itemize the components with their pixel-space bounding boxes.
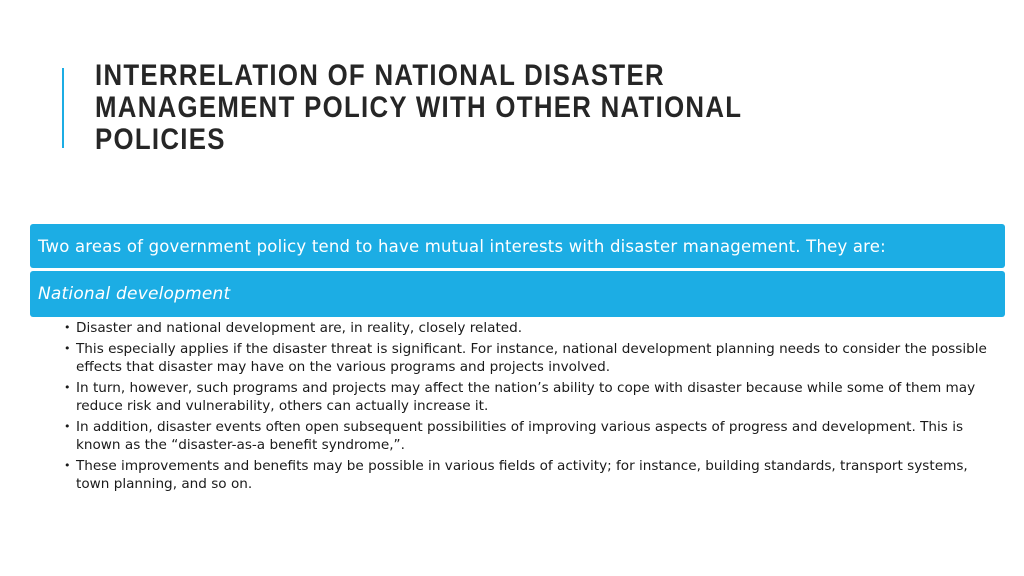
slide-title-line-1: INTERRELATION OF NATIONAL DISASTER — [95, 59, 665, 92]
bullet-text: In addition, disaster events often open subsequent possibilities of improving various aspects of progress and development. This is known as the “disaster-as-a benefit syndrome,”. — [76, 419, 964, 453]
bullet-item — [62, 457, 997, 493]
bullet-text: In turn, however, such programs and projects may affect the nation’s ability to cope with disaster because while some of them may reduce risk and vulnerability, others can actually increase it. — [76, 380, 976, 414]
bullet-dot: • — [64, 420, 71, 433]
bullet-dot: • — [64, 342, 71, 355]
bullet-text: Disaster and national development are, in reality, closely related. — [76, 320, 523, 336]
slide-title — [95, 60, 749, 156]
bullet-dot: • — [64, 459, 71, 472]
bullet-item — [62, 418, 997, 454]
bullet-dot: • — [64, 381, 71, 394]
title-accent-bar — [62, 68, 64, 148]
bullet-text: These improvements and benefits may be possible in various fields of activity; for instance, building standards, transport systems, town planning, and so on. — [76, 458, 968, 492]
bullet-list — [62, 319, 997, 496]
slide-title-line-3: POLICIES — [95, 123, 226, 156]
intro-banner — [30, 224, 1005, 268]
bullet-item — [62, 379, 997, 415]
bullet-dot: • — [64, 321, 71, 334]
bullet-item — [62, 319, 997, 337]
section-heading-banner — [30, 271, 1005, 317]
bullet-item — [62, 340, 997, 376]
intro-text: Two areas of government policy tend to have mutual interests with disaster management. They are: — [38, 236, 886, 256]
section-heading: National development — [38, 284, 231, 304]
slide-title-line-2: MANAGEMENT POLICY WITH OTHER NATIONAL — [95, 91, 743, 124]
bullet-text: This especially applies if the disaster threat is significant. For instance, national development planning needs to consider the possible effects that disaster may have on the various programs and projects involved. — [76, 341, 987, 375]
